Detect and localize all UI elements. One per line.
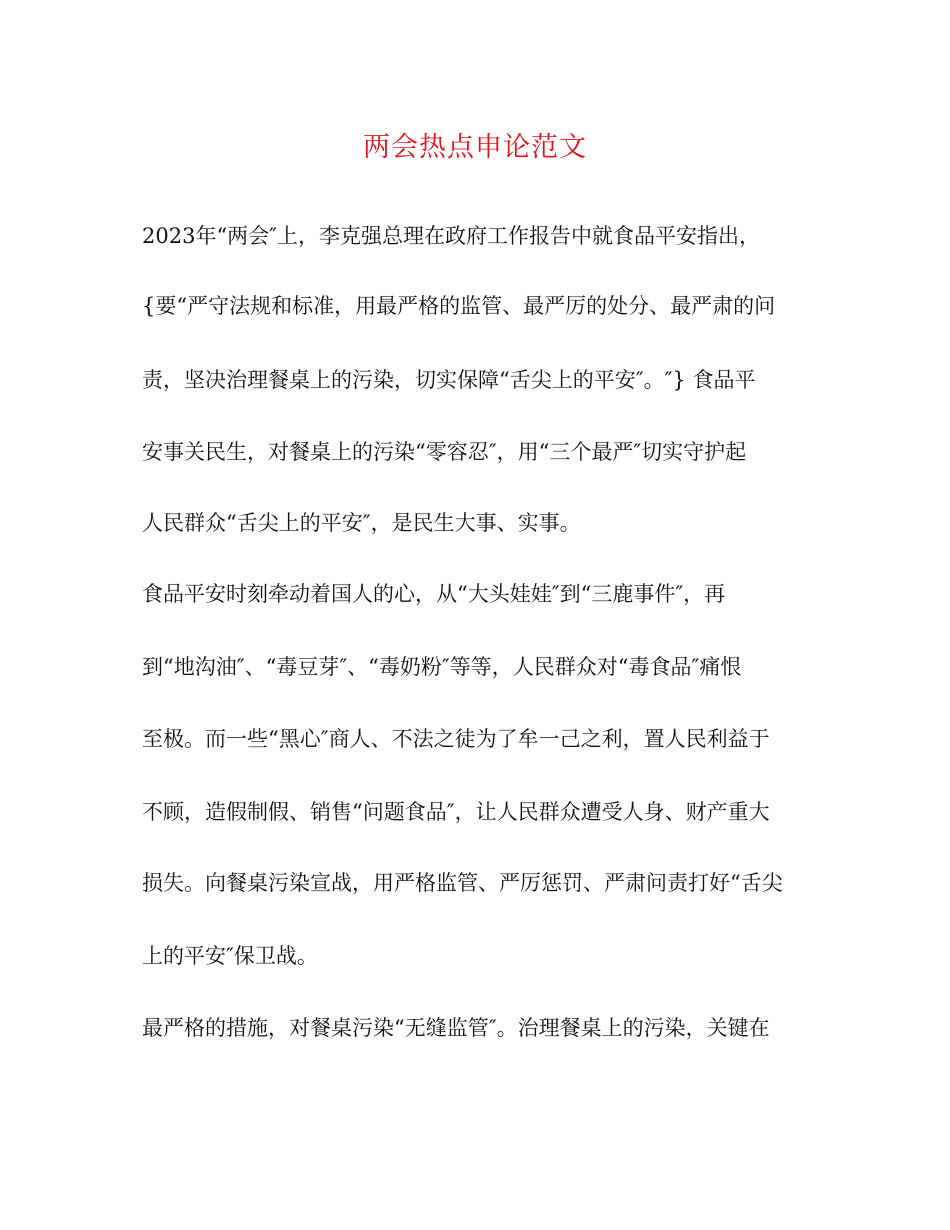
paragraph-line: 到“地沟油″、“毒豆芽″、“毒奶粉″等等，人民群众对“毒食品″痛恨 — [142, 655, 742, 679]
paragraph-line: {要“严守法规和标准，用最严格的监管、最严厉的处分、最严肃的问 — [142, 294, 776, 318]
paragraph-line: 2023年“两会″上，李克强总理在政府工作报告中就食品平安指出， — [142, 224, 761, 248]
paragraph-line: 安事关民生，对餐桌上的污染“零容忍″，用“三个最严″切实守护起 — [142, 440, 747, 464]
paragraph-line: 食品平安时刻牵动着国人的心，从“大头娃娃″到“三鹿事件″，再 — [142, 582, 726, 606]
paragraph-line: 人民群众“舌尖上的平安″，是民生大事、实事。 — [142, 511, 581, 535]
paragraph-line: 责，坚决治理餐桌上的污染，切实保障“舌尖上的平安″。″} 食品平 — [142, 368, 756, 392]
paragraph-line: 损失。向餐桌污染宣战，用严格监管、严厉惩罚、严肃问责打好“舌尖 — [142, 871, 783, 895]
paragraph-line: 至极。而一些“黑心″商人、不法之徒为了牟一己之利，置人民利益于 — [142, 727, 770, 751]
paragraph-line: 最严格的措施，对餐桌污染“无缝监管″。治理餐桌上的污染，关键在 — [142, 1016, 770, 1040]
paragraph-line: 不顾，造假制假、销售“问题食品″，让人民群众遭受人身、财产重大 — [142, 800, 770, 824]
paragraph-line: 上的平安″保卫战。 — [142, 944, 318, 968]
document-title: 两会热点申论范文 — [363, 132, 587, 163]
